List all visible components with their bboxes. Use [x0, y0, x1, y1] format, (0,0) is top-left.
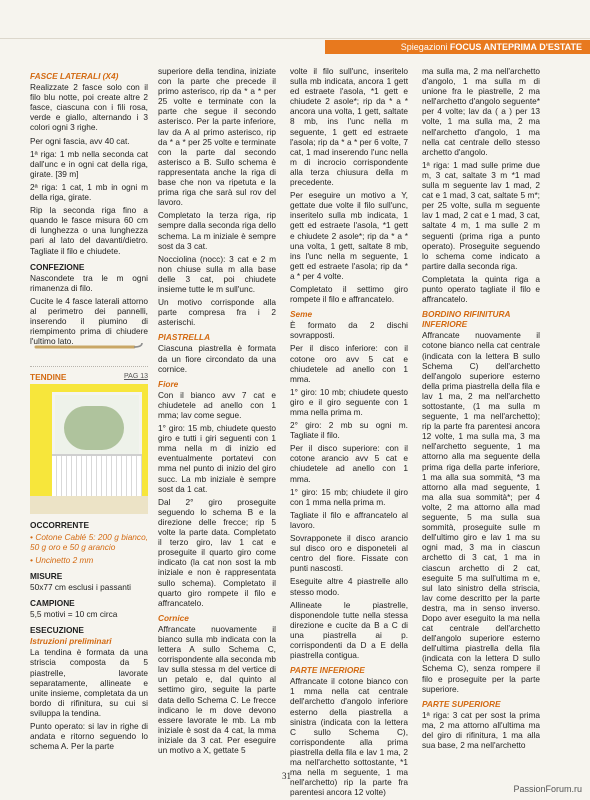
- photo-title: TENDINE: [30, 372, 67, 383]
- page-reference[interactable]: PAG 13: [124, 373, 148, 381]
- paragraph: Affrancate nuovamente il cotone bianco nella cat centrale (indicata con la lettera B sullo Schema C) dell'archetto dell'angolo superiore esterno della prima piastrella della fila e lav 1 ma, 2 ma nell'archetto sottostante, (1 ma sulla m seguente, 1 ma nell'archetto); rip la parte fra parentesi ancora 12 volte, 1 ma sulla ma, 3 ma nell'archetto seguente, 1 ma attorno alla ma seguente della prima riga della parte inferiore, 1 ma alla sua sommità, *3 ma attorno alla mad seguente, 1 ma alla sua sommità*; per 4 volte, 2 ma attorno alla mad seguente, 5 ma sulla sua sommità, proseguite sulle m dell'ultimo giro e lav 1 ma su ogni mad, 3 ma in ciascun archetto di 3 cat, 1 ma in ciascun archetto di 2 cat, eseguite 5 ma sull'ultima m e, sul lato sinistro della striscia, lav come descritto per la parte destra, ma in senso inverso. Dopo aver eseguito la ma nella cat centrale dell'archetto dell'angolo superiore esterno dell'ultima piastrella della fila (indicata con la lettera D sullo Schema C), senza rompere il filo e proseguite per la parte superiore.: [422, 330, 540, 694]
- subheading: Fiore: [158, 378, 179, 389]
- paragraph: 2° giro: 2 mb su ogni m. Tagliate il filo.: [290, 420, 408, 441]
- paragraph: 2ª riga: 1 cat, 1 mb in ogni m della riga, girate.: [30, 181, 148, 203]
- paragraph: Nascondete tra le m ogni rimanenza di filo.: [30, 272, 148, 293]
- paragraph: superiore della tendina, iniziate con la parte che precede il primo asterisco, rip da * a * per 25 volte e terminate con la parte che segue il secondo asterisco. Per la parte inferiore, lav da A al primo asterisco, rip da * a * per 25 volte e terminate con la parte dal secondo asterisco a B. Sullo schema è rappresentata anche la riga di base che non va ripetuta e la prima riga che sarà sul rov del lavoro.: [158, 66, 276, 208]
- paragraph: Con il bianco avv 7 cat e chiudetele ad anello con 1 mma; lav come segue.: [158, 389, 276, 420]
- window-sill: [30, 496, 148, 514]
- paragraph: 1° giro: 10 mb; chiudete questo giro e il giro seguente con 1 mma nella prima m.: [290, 386, 408, 417]
- paragraph: Completato il settimo giro rompete il filo e affrancatelo.: [290, 283, 408, 305]
- paragraph: 50x77 cm esclusi i passanti: [30, 581, 131, 592]
- paragraph: Cucite le 4 fasce laterali attorno al perimetro dei pannelli, inserendo il piumino di riempimento prima di chiudere l'ultimo lato.: [30, 295, 148, 347]
- subheading: Cornice: [158, 612, 189, 623]
- section-heading: PARTE INFERIORE: [290, 665, 365, 676]
- lace-curtain: [52, 454, 142, 500]
- paragraph: Un motivo corrisponde alla parte compresa fra i 2 asterischi.: [158, 297, 276, 328]
- paragraph: Eseguite altre 4 piastrelle allo stesso modo.: [290, 576, 408, 597]
- column-1: [30, 66, 148, 764]
- paragraph: Dal 2° giro proseguite seguendo lo schema B e la direzione delle frecce; rip 5 volte la parte data. Completato il terzo giro, lav 1 cat e proseguite il quarto giro come indicato (la cat non sost la mb iniziale e non è rappresentata sullo schema). Completato il quarto giro rompete il filo e affrancatelo.: [158, 496, 276, 608]
- header-bar: [325, 40, 590, 54]
- paragraph: La tendina è formata da una striscia composta da 5 piastrelle, lavorate separatamente, allineate e unite insieme, completata da un bordo di rifinitura, su cui si sviluppa la tendina.: [30, 647, 148, 718]
- paragraph: Rip la seconda riga fino a quando le fasce misura 60 cm di lunghezza o una lunghezza pari al lato del davanti/dietro. Tagliate il filo e chiudete.: [30, 205, 148, 256]
- subheading: Seme: [290, 309, 313, 320]
- paragraph: • Cotone Cablé 5: 200 g bianco, 50 g oro e 50 g arancio: [30, 531, 148, 552]
- paragraph: • Uncinetto 2 mm: [30, 554, 94, 565]
- paragraph: volte il filo sull'unc, inseritelo sulla mb indicata, ancora 1 gett ed estraete l'asola, *1 gett e chiudete 2 asole*; rip da * a * ancora una volta, 1 gett, saltate 8 mb, ins l'unc nella m seguente, 1 gett ed estraete l'asola; rip da * a * per 6 volte, 7 cat, 1 mad inserendo l'unc nella m di incrocio corrispondente alla terza chiusura della m precedente.: [290, 66, 408, 188]
- paragraph: Per il disco superiore: con il cotone arancio avv 5 cat e chiudetele ad anello con 1 mma.: [290, 443, 408, 484]
- paragraph: Ciascuna piastrella è formata da un fiore circondato da una cornice.: [158, 343, 276, 374]
- section-heading: FASCE LATERALI (X4): [30, 71, 119, 81]
- paragraph: 1° giro: 15 mb, chiudete questo giro e tutti i giri seguenti con 1 mma nella m di inizio ed eventualmente portatevi con mma nel punto di inizio del giro succ. La mb iniziale è sempre sost da 1 cat.: [158, 423, 276, 494]
- paragraph: Per eseguire un motivo a Y, gettate due volte il filo sull'unc, inseritelo sulla mb indicata, 1 gett ed estraete l'asola, *1 gett e chiudete 2 asole*; rip da * a * una volta, 1 gett, saltate 8 mb, ins l'unc nella m seguente, 1 gett ed estraete l'asola; rip da * a * per 4 volte.: [290, 190, 408, 281]
- divider: [30, 366, 148, 367]
- header-title: FOCUS ANTEPRIMA D'ESTATE: [449, 42, 582, 52]
- section-heading: OCCORRENTE: [30, 520, 90, 531]
- paragraph: Tagliate il filo e affrancatelo al lavoro.: [290, 509, 408, 530]
- subheading: Istruzioni preliminari: [30, 636, 112, 647]
- paragraph: Affrancate nuovamente il bianco sulla mb indicata con la lettera A sullo Schema C, corrispondente alla seconda mb lav sulla stessa m del vertice di un petalo e, dal quinto al settimo giro, seguite la parte data dello Schema C. Le frecce indicano le m dove devono essere lavorate le mb. La mb iniziale è sost da 4 cat, la mma iniziale da 3 cat. Per eseguire un motivo a X, gettate 5: [158, 623, 276, 755]
- crochet-hook-icon: [30, 340, 148, 354]
- header-rule: [0, 38, 590, 39]
- watermark: PassionForum.ru: [513, 784, 582, 794]
- paragraph: 1ª riga: 3 cat per sost la prima ma, 2 ma attorno all'ultima ma del giro di rifinitura, 1 ma alla sua base, 2 ma nell'archetto: [422, 709, 540, 751]
- section-heading: ESECUZIONE: [30, 625, 84, 636]
- paragraph: 1ª riga: 1 mad sulle prime due m, 3 cat, saltate 3 m *1 mad sulla m seguente lav 1 mad, 2 cat e 1 mad, 3 cat, saltate 5 m*; per 25 volte, sulla m seguente lav 1 mad, 2 cat e 1 mad, 3 cat, saltate 4 m, 1 ma sulle 2 m seguenti (prima riga a punto operato). Proseguite seguendo lo schema come indicato a partire dalla seconda riga.: [422, 159, 540, 271]
- paragraph: Realizzate 2 fasce solo con il filo blu notte, poi create altre 2 fasce, ciascuna con i fili rosa, verde e giallo, alternando i 3 colori ogni 3 righe.: [30, 82, 148, 133]
- section-heading: CAMPIONE: [30, 598, 75, 608]
- paragraph: ma sulla ma, 2 ma nell'archetto d'angolo, 1 ma sulla m di unione fra le piastrelle, 2 ma nell'archetto d'angolo seguente* per 4 volte; lav da ( a ) per 13 volte, 1 ma sulla ma, 2 ma nell'archetto d'angolo, 1 ma nella cat centrale dello stesso archetto d'angolo.: [422, 66, 540, 157]
- header-section: Spiegazioni: [400, 42, 448, 52]
- column-2: [158, 66, 276, 764]
- paragraph: È formato da 2 dischi sovrapposti.: [290, 320, 408, 341]
- paragraph: 1ª riga: 1 mb nella seconda cat dall'unc e in ogni cat della riga, girate. [39 m]: [30, 148, 148, 179]
- paragraph: Punto operato: si lav in righe di andata e ritorno seguendo lo schema A. Per la parte: [30, 721, 148, 752]
- section-heading: PIASTRELLA: [158, 332, 211, 343]
- page-number: 31: [282, 771, 291, 781]
- section-heading: PARTE SUPERIORE: [422, 698, 501, 709]
- photo-header: [30, 372, 148, 382]
- section-heading: CONFEZIONE: [30, 261, 85, 272]
- section-heading: MISURE: [30, 570, 63, 581]
- paragraph: Per ogni fascia, avv 40 cat.: [30, 135, 130, 146]
- paragraph: 1° giro: 15 mb; chiudete il giro con 1 mma nella prima m.: [290, 486, 408, 507]
- paragraph: Completata la quinta riga a punto operato tagliate il filo e affrancatelo.: [422, 273, 540, 305]
- paragraph: Sovrapponete il disco arancio sul disco oro e disponeteli al centro del fiore. Fissate con punti nascosti.: [290, 533, 408, 574]
- paragraph: Per il disco inferiore: con il cotone oro avv 5 cat e chiudetele ad anello con 1 mma.: [290, 343, 408, 384]
- paragraph: Nocciolina (nocc): 3 cat e 2 m non chiuse sulla m alla base delle 3 cat, poi chiudete insieme tutte le m sull'unc.: [158, 253, 276, 294]
- paragraph: Affrancate il cotone bianco con 1 mma nella cat centrale dell'archetto d'angolo inferiore esterno della piastrella a sinistra (indicata con la lettera C sullo Schema C), corrispondente alla prima piastrella della fila e lav 1 ma, 2 ma nell'archetto sottostante, *1 ma nella m seguente, 1 ma nell'archetto) rip la parte fra parentesi ancora 12 volte): [290, 676, 408, 798]
- column-4: [422, 66, 540, 764]
- section-heading: BORDINO RIFINITURA INFERIORE: [422, 309, 511, 330]
- paragraph: Completato la terza riga, rip sempre dalla seconda riga dello schema. La m iniziale è sempre sost da 3 cat.: [158, 210, 276, 251]
- curtain-photo: [30, 384, 148, 514]
- column-3: [290, 66, 408, 798]
- paragraph: Allineate le piastrelle, disponendole tutte nella stessa direzione e cucite da B a C di una piastrella ai p. corrispondenti da D a E della piastrella contigua.: [290, 599, 408, 661]
- paragraph: 5,5 motivi = 10 cm circa: [30, 609, 118, 620]
